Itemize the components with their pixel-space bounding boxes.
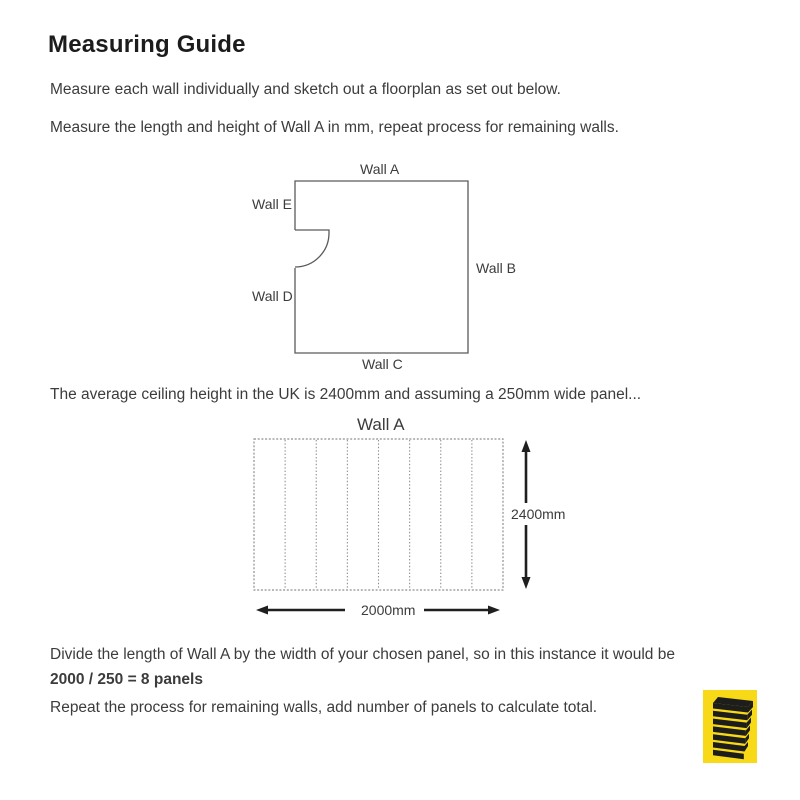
floorplan-wall-c-label: Wall C xyxy=(362,356,403,372)
intro-line-2: Measure the length and height of Wall A in mm, repeat process for remaining walls. xyxy=(50,119,619,136)
panel-diagram-title: Wall A xyxy=(357,415,405,434)
page-title: Measuring Guide xyxy=(48,31,246,58)
ceiling-line: The average ceiling height in the UK is 2400mm and assuming a 250mm wide panel... xyxy=(50,386,642,403)
panel-grid xyxy=(285,440,472,589)
width-arrow-right-head xyxy=(488,606,500,615)
floorplan-wall-e-label: Wall E xyxy=(252,196,292,212)
height-arrow-top-head xyxy=(522,440,531,452)
door-swing-arc xyxy=(295,233,329,267)
width-dimension-label: 2000mm xyxy=(361,602,416,618)
height-dimension-label: 2400mm xyxy=(511,506,566,522)
floorplan-wall-b-label: Wall B xyxy=(476,260,516,276)
formula-line: 2000 / 250 = 8 panels xyxy=(50,671,203,688)
floorplan-wall-d-label: Wall D xyxy=(252,288,293,304)
door-leaf-line xyxy=(295,230,329,233)
divide-line: Divide the length of Wall A by the width of your chosen panel, so in this instance it would be xyxy=(50,646,675,663)
panel-wall-rect xyxy=(254,439,503,590)
intro-line-1: Measure each wall individually and sketch out a floorplan as set out below. xyxy=(50,81,561,98)
repeat-line: Repeat the process for remaining walls, add number of panels to calculate total. xyxy=(50,699,598,716)
width-arrow-left-head xyxy=(256,606,268,615)
stacked-panels-logo-icon xyxy=(703,690,757,763)
height-arrow-bottom-head xyxy=(522,577,531,589)
floorplan-outline xyxy=(295,181,468,353)
floorplan-wall-a-label: Wall A xyxy=(360,161,400,177)
